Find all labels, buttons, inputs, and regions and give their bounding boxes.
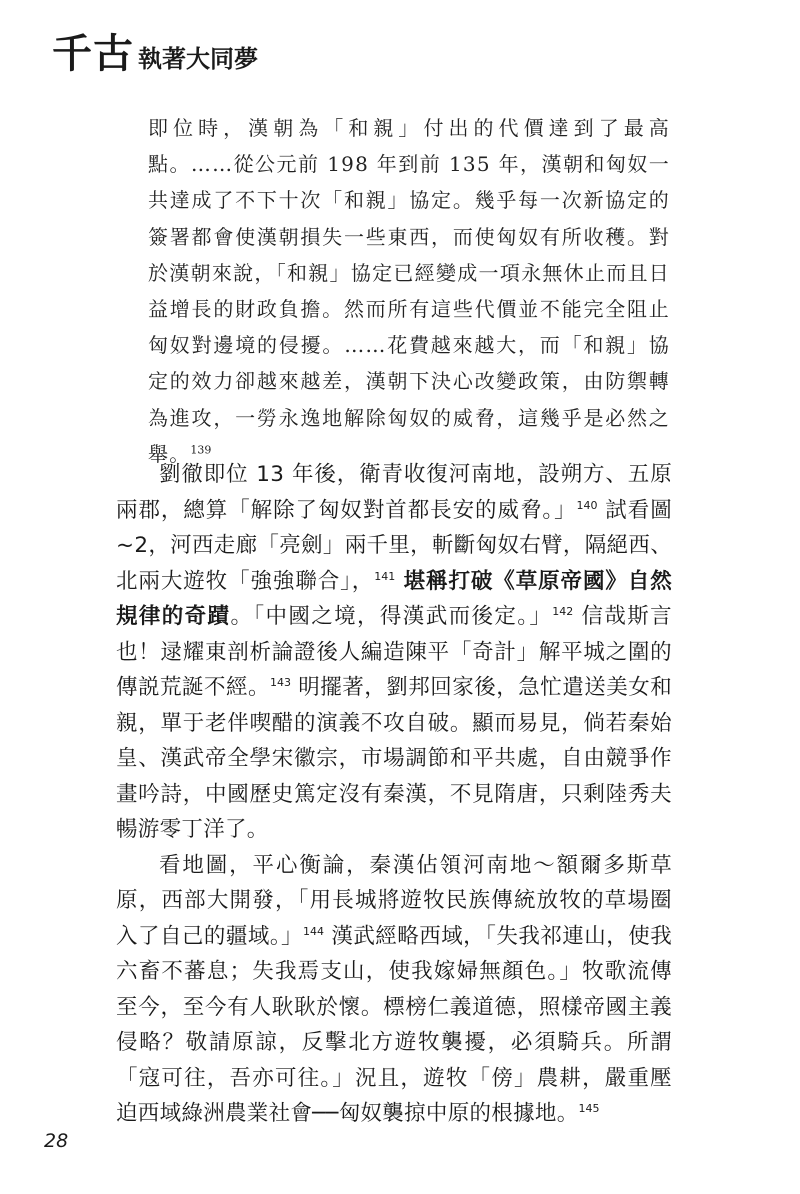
footnote-ref: 145	[578, 1101, 600, 1115]
bold-emphasis: 堪稱打破《草原帝國》自然規律的奇蹟	[116, 568, 672, 629]
footnote-ref: 142	[552, 604, 574, 618]
text-run: 明擺著，劉邦回家後，急忙遣送美女和親，單于老伴喫醋的演義不攻自破。顯而易見，倘若秦始皇、漢武帝全學宋徽宗，市場調節和平共處，自由競爭作畫吟詩，中國歷史篤定沒有秦漢，不見隋唐，只剩陸秀夫暢游零丁洋了。	[116, 675, 672, 842]
text-run: 劉徹即位 13 年後，衛青收復河南地，設朔方、五原兩郡，總算「解除了匈奴對首都長安的威脅。」	[116, 462, 672, 523]
running-head	[52, 30, 258, 78]
text-run: 。「中國之境，得漢武而後定。」	[230, 604, 553, 629]
footnote-ref: 141	[374, 569, 396, 583]
footnote-ref: 139	[190, 443, 212, 457]
quote-text: 即位時，漢朝為「和親」付出的代價達到了最高點。……從公元前 198 年到前 135 年，漢朝和匈奴一共達成了不下十次「和親」協定。幾乎每一次新協定的簽署都會使漢朝損失一些東西，而使匈奴有所收穫。對於漢朝來說，「和親」協定已經變成一項永無休止而且日益增長的財政負擔。然而所有這些代價並不能完全阻止匈奴對邊境的侵擾。……花費越來越大，而「和親」協定的效力卻越來越差，漢朝下決心改變政策，由防禦轉為進攻，一勞永逸地解除匈奴的威脅，這幾乎是必然之舉。	[148, 116, 670, 466]
block-quote	[148, 110, 670, 472]
book-title-small: 執著大同夢	[138, 44, 258, 73]
paragraph	[116, 848, 672, 1132]
text-run: 試看圖~2，河西走廊「亮劍」兩千里，斬斷匈奴右臂，隔絕西、北兩大遊牧「強強聯合」，	[116, 497, 672, 594]
text-run: 信哉斯言也！逯耀東剖析論證後人編造陳平「奇計」解平城之圍的傳説荒誕不經。	[116, 604, 672, 700]
text-run: 漢武經略西域，「失我祁連山，使我六畜不蕃息；失我焉支山，使我嫁婦無顏色。」牧歌流傳至今，至今有人耿耿於懷。標榜仁義道德，照樣帝國主義侵略？敬請原諒，反擊北方遊牧襲擾，必須騎兵。所謂「寇可往，吾亦可往。」況且，遊牧「傍」農耕，嚴重壓迫西域綠洲農業社會──匈奴襲掠中原的根據地。	[116, 923, 673, 1126]
footnote-ref: 143	[269, 675, 291, 689]
footnote-ref: 144	[303, 924, 325, 938]
body-text	[116, 457, 672, 1132]
footnote-ref: 140	[576, 498, 598, 512]
paragraph	[116, 457, 672, 848]
book-title-large: 千古	[52, 30, 134, 77]
page-number: 28	[44, 1130, 69, 1152]
text-run: 看地圖，平心衡論，秦漢佔領河南地～額爾多斯草原，西部大開發，「用長城將遊牧民族傳統放牧的草場圈入了自己的疆域。」	[116, 852, 672, 949]
